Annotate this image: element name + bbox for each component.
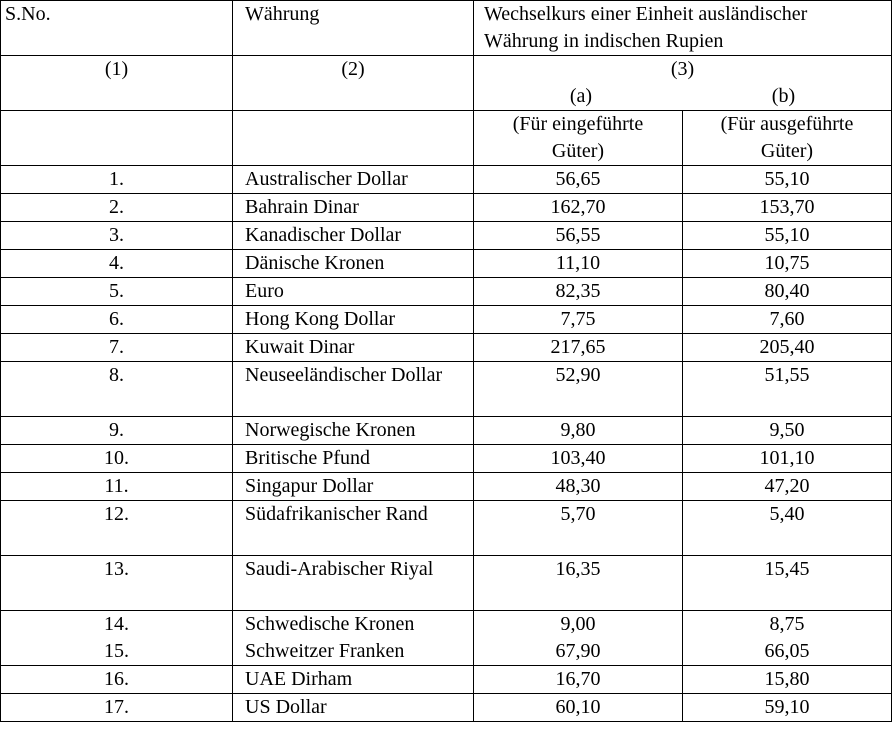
row-currency: Norwegische Kronen	[233, 417, 474, 445]
row-sno: 3.	[1, 222, 233, 250]
table-row	[1, 417, 892, 445]
row-exported-rate: 59,10	[683, 694, 892, 722]
row-sno: 5.	[1, 278, 233, 306]
row-currency: Australischer Dollar	[233, 166, 474, 194]
table-row	[1, 306, 892, 334]
header-sno: S.No.	[1, 1, 233, 56]
row-imported-rate: 7,75	[474, 306, 683, 334]
row-sno: 9.	[1, 417, 233, 445]
row-imported-rate: 60,10	[474, 694, 683, 722]
row-currency: UAE Dirham	[233, 666, 474, 694]
sub-header-exported: (Für ausgeführte Güter)	[683, 111, 892, 166]
row-currency: Saudi-Arabischer Riyal	[233, 556, 474, 611]
table-row	[1, 222, 892, 250]
row-exported-rate: 8,75	[683, 611, 892, 639]
column-number-row	[1, 56, 892, 111]
row-exported-rate: 15,45	[683, 556, 892, 611]
row-exported-rate: 66,05	[683, 638, 892, 666]
col-number-1: (1)	[1, 56, 233, 111]
row-imported-rate: 9,80	[474, 417, 683, 445]
row-exported-rate: 15,80	[683, 666, 892, 694]
row-currency: US Dollar	[233, 694, 474, 722]
row-exported-rate: 51,55	[683, 362, 892, 417]
sub-header-imported: (Für eingeführte Güter)	[474, 111, 683, 166]
row-sno: 10.	[1, 445, 233, 473]
row-imported-rate: 82,35	[474, 278, 683, 306]
table-row	[1, 611, 892, 639]
row-imported-rate: 162,70	[474, 194, 683, 222]
row-exported-rate: 205,40	[683, 334, 892, 362]
table-row	[1, 445, 892, 473]
header-currency: Währung	[233, 1, 474, 56]
row-exported-rate: 55,10	[683, 166, 892, 194]
col-number-3: (3)	[670, 58, 695, 80]
row-currency: Bahrain Dinar	[233, 194, 474, 222]
header-rate: Wechselkurs einer Einheit ausländischer Währung in indischen Rupien	[474, 1, 892, 56]
row-sno: 12.	[1, 501, 233, 556]
table-row	[1, 166, 892, 194]
row-currency: Südafrikanischer Rand	[233, 501, 474, 556]
row-exported-rate: 47,20	[683, 473, 892, 501]
row-currency: Britische Pfund	[233, 445, 474, 473]
row-sno: 6.	[1, 306, 233, 334]
row-imported-rate: 56,55	[474, 222, 683, 250]
table-row	[1, 473, 892, 501]
row-currency: Dänische Kronen	[233, 250, 474, 278]
row-exported-rate: 101,10	[683, 445, 892, 473]
col-number-3-sub	[480, 83, 885, 110]
row-sno: 17.	[1, 694, 233, 722]
table-row	[1, 250, 892, 278]
row-imported-rate: 11,10	[474, 250, 683, 278]
table-row	[1, 501, 892, 556]
col-number-3b: (b)	[771, 85, 796, 107]
row-imported-rate: 16,35	[474, 556, 683, 611]
row-currency: Schwedische Kronen	[233, 611, 474, 639]
row-currency: Hong Kong Dollar	[233, 306, 474, 334]
col-number-3-cell	[474, 56, 892, 111]
row-currency: Euro	[233, 278, 474, 306]
row-imported-rate: 9,00	[474, 611, 683, 639]
table-row	[1, 666, 892, 694]
table-row	[1, 556, 892, 611]
row-sno: 14.	[1, 611, 233, 639]
table-row	[1, 278, 892, 306]
row-sno: 11.	[1, 473, 233, 501]
header-row	[1, 1, 892, 56]
row-exported-rate: 5,40	[683, 501, 892, 556]
table-row	[1, 638, 892, 666]
table-row	[1, 362, 892, 417]
sub-header-row	[1, 111, 892, 166]
row-imported-rate: 56,65	[474, 166, 683, 194]
table-row	[1, 694, 892, 722]
row-currency: Kanadischer Dollar	[233, 222, 474, 250]
row-sno: 13.	[1, 556, 233, 611]
row-sno: 16.	[1, 666, 233, 694]
sub-header-empty-2	[233, 111, 474, 166]
col-number-3a: (a)	[569, 85, 593, 107]
row-sno: 2.	[1, 194, 233, 222]
row-exported-rate: 7,60	[683, 306, 892, 334]
row-currency: Kuwait Dinar	[233, 334, 474, 362]
row-imported-rate: 217,65	[474, 334, 683, 362]
row-currency: Singapur Dollar	[233, 473, 474, 501]
row-exported-rate: 10,75	[683, 250, 892, 278]
row-exported-rate: 153,70	[683, 194, 892, 222]
row-exported-rate: 55,10	[683, 222, 892, 250]
row-currency: Neuseeländischer Dollar	[233, 362, 474, 417]
row-sno: 1.	[1, 166, 233, 194]
table-row	[1, 194, 892, 222]
row-sno: 7.	[1, 334, 233, 362]
row-imported-rate: 48,30	[474, 473, 683, 501]
row-imported-rate: 52,90	[474, 362, 683, 417]
row-imported-rate: 67,90	[474, 638, 683, 666]
row-sno: 4.	[1, 250, 233, 278]
row-exported-rate: 9,50	[683, 417, 892, 445]
row-sno: 8.	[1, 362, 233, 417]
row-sno: 15.	[1, 638, 233, 666]
row-imported-rate: 16,70	[474, 666, 683, 694]
row-imported-rate: 5,70	[474, 501, 683, 556]
table-row	[1, 334, 892, 362]
col-number-2: (2)	[233, 56, 474, 111]
row-imported-rate: 103,40	[474, 445, 683, 473]
row-exported-rate: 80,40	[683, 278, 892, 306]
row-currency: Schweitzer Franken	[233, 638, 474, 666]
sub-header-empty-1	[1, 111, 233, 166]
